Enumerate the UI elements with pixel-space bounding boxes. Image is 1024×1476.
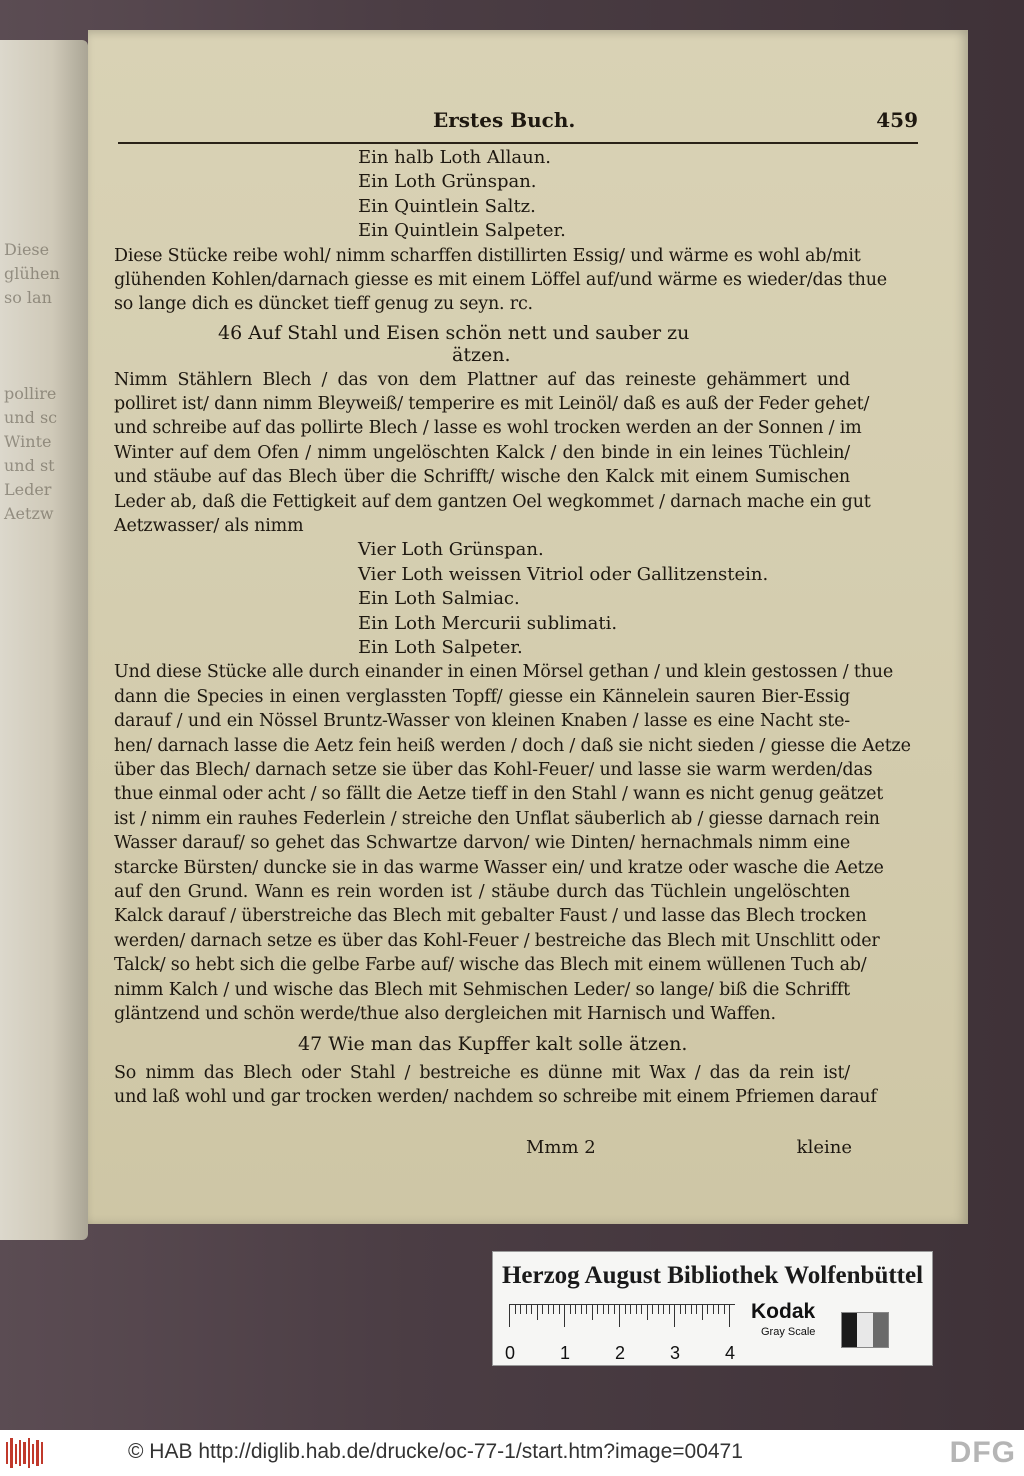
text-line: polliret ist/ dann nimm Bleyweiß/ temperire es mit Leinöl/ daß es auß der Feder gehet/ <box>114 394 870 414</box>
text-line: Leder ab, daß die Fettigkeit auf dem gantzen Oel wegkommet / darnach mache ein gut <box>114 491 871 512</box>
text-line: thue einmal oder acht / so fällt die Aetze tieff in den Stahl / wann es nicht genug geätzet <box>114 784 884 805</box>
gray-scale-label: Gray Scale <box>761 1326 816 1338</box>
ruler-tick <box>619 1305 620 1327</box>
text-line: Aetzwasser/ als nimm <box>114 516 304 536</box>
library-name: Herzog August Bibliothek Wolfenbüttel <box>501 1262 924 1289</box>
text-line: Winter auf dem Ofen / nimm ungelöschten Kalck / den binde in ein leines Tüchlein/ <box>114 442 850 463</box>
previous-page-text: Aetzw <box>4 504 54 523</box>
text-line: hen/ darnach lasse die Aetz fein heiß werden / doch / daß sie nicht sieden / giesse die Aetze <box>114 735 911 756</box>
ingredient-line: Ein halb Loth Allaun. <box>358 147 552 168</box>
ruler-tick <box>630 1305 631 1314</box>
section-heading: ätzen. <box>452 344 511 367</box>
ruler-tick <box>729 1305 730 1327</box>
ruler-tick <box>696 1305 697 1314</box>
ruler-tick <box>685 1305 686 1314</box>
ruler-tick <box>575 1305 576 1314</box>
measurement-ruler <box>505 1304 736 1363</box>
ingredient-line: Vier Loth Grünspan. <box>358 539 544 561</box>
ingredient-line: Vier Loth weissen Vitriol oder Gallitzenstein. <box>358 563 769 585</box>
ruler-tick <box>597 1305 598 1314</box>
ruler-tick <box>702 1305 703 1320</box>
text-line: nimm Kalch / und wische das Blech mit Sehmischen Leder/ so lange/ biß die Schrifft <box>114 979 850 1000</box>
ruler-tick <box>641 1305 642 1314</box>
ruler-tick <box>537 1305 538 1320</box>
ruler-tick <box>520 1305 521 1314</box>
text-line: und schreibe auf das pollirte Blech / lasse es wohl trocken werden an der Sonnen / im <box>114 418 862 439</box>
kodak-brand: Kodak <box>751 1300 816 1323</box>
ruler-number: 4 <box>725 1343 736 1363</box>
text-line: glühenden Kohlen/darnach giesse es mit einem Löffel auf/und wärme es wieder/das thue <box>114 270 887 290</box>
viewer-footer <box>0 1430 1024 1476</box>
ruler-tick <box>713 1305 714 1314</box>
signature-mark: Mmm 2 <box>526 1137 596 1158</box>
text-line: Kalck darauf / überstreiche das Blech mit gebalter Faust / und lasse das Blech trocken <box>114 906 867 927</box>
section-heading: 47 Wie man das Kupffer kalt solle ätzen. <box>298 1033 688 1056</box>
ruler-tick <box>592 1305 593 1320</box>
barcode-icon <box>6 1438 46 1468</box>
text-line: starcke Bürsten/ duncke sie in das warme Wasser ein/ und kratze oder wasche die Aetze <box>114 857 884 878</box>
ruler-tick <box>625 1305 626 1314</box>
ruler-tick <box>718 1305 719 1314</box>
dfg-logo: DFG <box>949 1436 1016 1469</box>
ruler-tick <box>542 1305 543 1314</box>
ruler-number: 1 <box>560 1343 571 1363</box>
ruler-tick <box>603 1305 604 1314</box>
ruler-tick <box>553 1305 554 1314</box>
ingredient-line: Ein Quintlein Saltz. <box>358 195 536 217</box>
previous-page-text: so lan <box>4 288 52 307</box>
text-line: gläntzend und schön werde/thue also dergleichen mit Harnisch und Waffen. <box>114 1004 776 1024</box>
gray-swatch <box>841 1312 889 1348</box>
ruler-number: 0 <box>505 1343 516 1363</box>
ruler-tick <box>636 1305 637 1314</box>
text-line: ist / nimm ein rauhes Federlein / streiche den Unflat säuberlich ab / giesse darnach rein <box>114 808 880 829</box>
ruler-tick <box>570 1305 571 1314</box>
ruler-tick <box>669 1305 670 1314</box>
text-line: darauf / und ein Nössel Bruntz-Wasser von kleinen Knaben / lasse es eine Nacht ste- <box>114 711 850 732</box>
library-color-chart <box>492 1251 933 1366</box>
book-page <box>88 30 968 1224</box>
text-line: auf den Grund. Wann es rein worden ist / stäube durch das Tüchlein ungelöschten <box>114 882 850 902</box>
ruler-tick <box>652 1305 653 1314</box>
previous-page-text: und sc <box>4 408 58 427</box>
previous-page-text: Diese <box>4 240 50 259</box>
page-number: 459 <box>876 108 918 132</box>
ruler-tick <box>515 1305 516 1314</box>
text-line: Diese Stücke reibe wohl/ nimm scharffen distillirten Essig/ und wärme es wohl ab/mit <box>114 245 861 266</box>
text-line: und laß wohl und gar trocken werden/ nachdem so schreibe mit einem Pfriemen darauf <box>114 1087 877 1108</box>
ingredient-line: Ein Quintlein Salpeter. <box>358 220 566 242</box>
ruler-tick <box>559 1305 560 1314</box>
previous-page-text: Winte <box>4 432 52 451</box>
ingredient-line: Ein Loth Grünspan. <box>358 171 537 193</box>
text-line: so lange dich es düncket tieff genug zu seyn. rc. <box>114 294 533 315</box>
text-line: werden/ darnach setze es über das Kohl-Feuer / bestreiche das Blech mit Unschlitt oder <box>114 930 880 951</box>
ruler-tick <box>586 1305 587 1314</box>
ingredient-line: Ein Loth Salmiac. <box>358 588 520 610</box>
previous-page-text: Leder <box>4 480 52 499</box>
copyright-link[interactable]: © HAB http://diglib.hab.de/drucke/oc-77-1/start.htm?image=00471 <box>128 1440 743 1463</box>
previous-page-text: und st <box>4 456 55 475</box>
text-line: Talck/ so hebt sich die gelbe Farbe auf/ wische das Blech mit einem wüllenen Tuch ab/ <box>114 955 867 976</box>
previous-page-edge <box>0 40 88 1240</box>
text-line: Nimm Stählern Blech / das von dem Plattner auf das reineste gehämmert und <box>114 369 850 390</box>
ruler-tick <box>724 1305 725 1314</box>
text-line: So nimm das Blech oder Stahl / bestreiche es dünne mit Wax / das da rein ist/ <box>114 1062 850 1083</box>
ingredient-line: Ein Loth Salpeter. <box>358 637 523 658</box>
running-head: Erstes Buch. <box>433 108 576 132</box>
ruler-tick <box>608 1305 609 1314</box>
ruler-tick <box>658 1305 659 1314</box>
page-header <box>118 108 918 150</box>
ruler-tick <box>509 1305 510 1327</box>
ruler-tick <box>581 1305 582 1314</box>
ruler-tick <box>526 1305 527 1314</box>
ruler-tick <box>691 1305 692 1314</box>
text-line: Wasser darauf/ so gehet das Schwartze darvon/ wie Dinten/ hernachmals nimm eine <box>114 833 850 854</box>
ruler-tick <box>647 1305 648 1320</box>
previous-page-text: glühen <box>4 264 60 283</box>
ruler-tick <box>548 1305 549 1314</box>
previous-page-text: pollire <box>4 384 57 403</box>
ruler-tick <box>707 1305 708 1314</box>
ruler-tick <box>614 1305 615 1314</box>
text-line: und stäube auf das Blech über die Schrifft/ wische den Kalck mit einem Sumischen <box>114 467 850 488</box>
text-line: dann die Species in einen verglassten Topff/ giesse ein Kännelein sauren Bier-Essig <box>114 686 850 707</box>
ingredient-line: Ein Loth Mercurii sublimati. <box>358 612 618 634</box>
catchword: kleine <box>796 1137 852 1158</box>
ruler-tick <box>564 1305 565 1327</box>
ruler-tick <box>680 1305 681 1314</box>
ruler-tick <box>674 1305 675 1327</box>
ruler-tick <box>531 1305 532 1314</box>
ruler-number: 3 <box>670 1343 681 1363</box>
header-rule <box>118 142 918 144</box>
ruler-tick <box>663 1305 664 1314</box>
section-heading: 46 Auf Stahl und Eisen schön nett und sauber zu <box>218 321 690 344</box>
ruler-number: 2 <box>615 1343 626 1363</box>
text-line: Und diese Stücke alle durch einander in einen Mörsel gethan / und klein gestossen / thue <box>114 662 893 683</box>
text-line: über das Blech/ darnach setze sie über das Kohl-Feuer/ und lasse sie warm werden/das <box>114 760 873 780</box>
